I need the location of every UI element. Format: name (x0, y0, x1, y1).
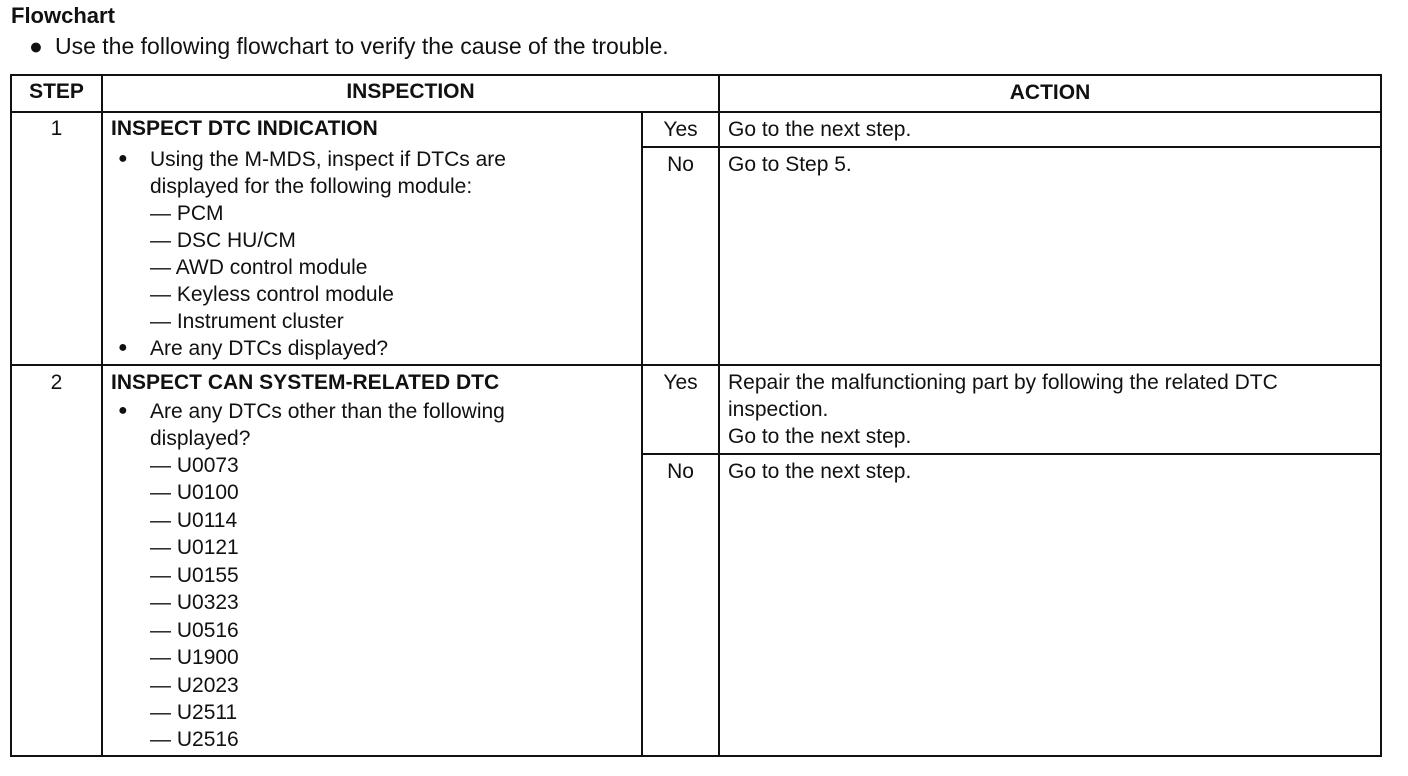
flowchart-table (10, 74, 1382, 757)
action-yes: inspection. (728, 398, 829, 421)
action-no: Go to Step 5. (728, 153, 852, 176)
intro-text (29, 33, 669, 60)
module-item: — PCM (150, 202, 224, 225)
dtc-item: — U2023 (150, 674, 239, 697)
column-divider (641, 111, 643, 755)
intro-label: Use the following flowchart to verify the cause of the trouble. (55, 33, 669, 59)
inspection-text: displayed for the following module: (150, 175, 473, 198)
step-number: 1 (50, 117, 63, 140)
module-item: — Keyless control module (150, 283, 394, 306)
dtc-item: — U0073 (150, 454, 239, 477)
inspection-text: Using the M-MDS, inspect if DTCs are (150, 148, 506, 171)
inspection-heading: INSPECT CAN SYSTEM-RELATED DTC (111, 371, 500, 394)
inspection-text: Are any DTCs other than the following (150, 400, 505, 423)
bullet-icon: ● (118, 339, 128, 356)
bullet-icon: ● (29, 33, 43, 59)
header-inspection: INSPECTION (346, 80, 475, 103)
inspection-text: Are any DTCs displayed? (150, 337, 389, 360)
answer-divider (641, 453, 1380, 455)
dtc-item: — U0100 (150, 481, 239, 504)
answer-no: No (667, 460, 694, 483)
answer-yes: Yes (663, 371, 698, 394)
dtc-item: — U1900 (150, 646, 239, 669)
header-step: STEP (29, 80, 84, 103)
step-number: 2 (50, 371, 63, 394)
dtc-item: — U0121 (150, 536, 239, 559)
dtc-item: — U0516 (150, 619, 239, 642)
dtc-item: — U0155 (150, 564, 239, 587)
module-item: — AWD control module (150, 256, 368, 279)
action-no: Go to the next step. (728, 460, 912, 483)
action-yes: Go to the next step. (728, 118, 912, 141)
dtc-item: — U2516 (150, 728, 239, 751)
page-title: Flowchart (11, 3, 115, 28)
header-divider (12, 111, 1380, 113)
module-item: — Instrument cluster (150, 310, 344, 333)
dtc-item: — U2511 (150, 701, 238, 724)
dtc-item: — U0114 (150, 509, 238, 532)
inspection-heading: INSPECT DTC INDICATION (111, 117, 378, 140)
header-action: ACTION (1009, 81, 1091, 104)
column-divider (101, 76, 103, 755)
bullet-icon: ● (118, 402, 128, 419)
inspection-text: displayed? (150, 427, 251, 450)
bullet-icon: ● (118, 150, 128, 167)
module-item: — DSC HU/CM (150, 229, 296, 252)
column-divider (718, 76, 720, 755)
row-divider (12, 364, 1380, 366)
dtc-item: — U0323 (150, 591, 239, 614)
answer-yes: Yes (663, 118, 698, 141)
action-yes: Go to the next step. (728, 425, 912, 448)
action-yes: Repair the malfunctioning part by following the related DTC (728, 371, 1278, 394)
answer-no: No (667, 153, 694, 176)
answer-divider (641, 146, 1380, 148)
